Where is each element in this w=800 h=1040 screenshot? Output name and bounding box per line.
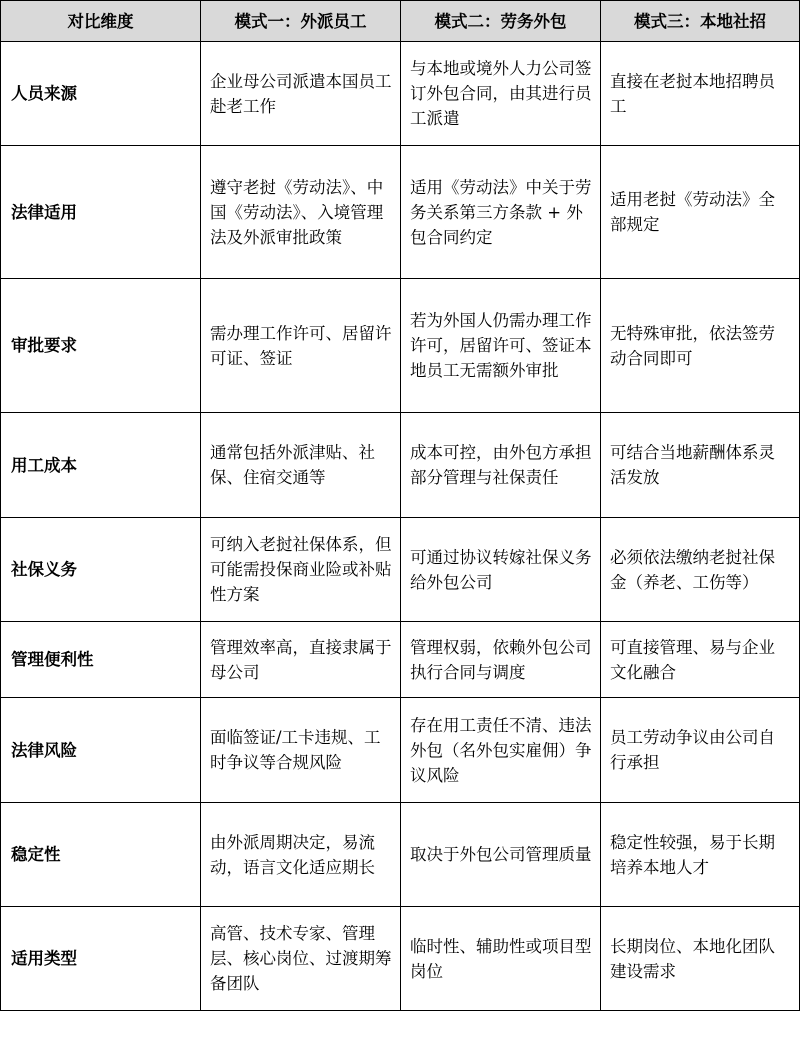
cell-mode1: 通常包括外派津贴、社保、住宿交通等	[201, 413, 401, 518]
cell-mode1: 可纳入老挝社保体系，但可能需投保商业险或补贴性方案	[201, 518, 401, 622]
table-row	[1, 146, 800, 279]
table-row	[1, 279, 800, 413]
cell-mode3: 必须依法缴纳老挝社保金（养老、工伤等）	[601, 518, 800, 622]
row-dimension: 法律风险	[1, 698, 201, 803]
cell-mode3: 稳定性较强，易于长期培养本地人才	[601, 803, 800, 907]
cell-mode3: 适用老挝《劳动法》全部规定	[601, 146, 800, 279]
table-row	[1, 698, 800, 803]
header-mode3: 模式三：本地社招	[601, 1, 800, 42]
header-dimension: 对比维度	[1, 1, 201, 42]
row-dimension: 法律适用	[1, 146, 201, 279]
table-row	[1, 42, 800, 146]
row-dimension: 适用类型	[1, 907, 201, 1011]
cell-mode3: 员工劳动争议由公司自行承担	[601, 698, 800, 803]
cell-mode2: 取决于外包公司管理质量	[401, 803, 601, 907]
header-mode1: 模式一：外派员工	[201, 1, 401, 42]
row-dimension: 审批要求	[1, 279, 201, 413]
cell-mode3: 可直接管理、易与企业文化融合	[601, 622, 800, 698]
cell-mode2: 可通过协议转嫁社保义务给外包公司	[401, 518, 601, 622]
table-body	[1, 42, 800, 1011]
cell-mode2: 与本地或境外人力公司签订外包合同，由其进行员工派遣	[401, 42, 601, 146]
cell-mode1: 遵守老挝《劳动法》、中国《劳动法》、入境管理法及外派审批政策	[201, 146, 401, 279]
cell-mode3: 直接在老挝本地招聘员工	[601, 42, 800, 146]
table-row	[1, 907, 800, 1011]
row-dimension: 稳定性	[1, 803, 201, 907]
cell-mode3: 长期岗位、本地化团队建设需求	[601, 907, 800, 1011]
cell-mode1: 由外派周期决定，易流动，语言文化适应期长	[201, 803, 401, 907]
table-row	[1, 622, 800, 698]
table-row	[1, 413, 800, 518]
row-dimension: 人员来源	[1, 42, 201, 146]
cell-mode1: 管理效率高，直接隶属于母公司	[201, 622, 401, 698]
cell-mode2: 存在用工责任不清、违法外包（名外包实雇佣）争议风险	[401, 698, 601, 803]
cell-mode2: 成本可控，由外包方承担部分管理与社保责任	[401, 413, 601, 518]
cell-mode1: 企业母公司派遣本国员工赴老工作	[201, 42, 401, 146]
cell-mode1: 需办理工作许可、居留许可证、签证	[201, 279, 401, 413]
table-row	[1, 518, 800, 622]
header-mode2: 模式二：劳务外包	[401, 1, 601, 42]
cell-mode1: 面临签证/工卡违规、工时争议等合规风险	[201, 698, 401, 803]
row-dimension: 社保义务	[1, 518, 201, 622]
row-dimension: 管理便利性	[1, 622, 201, 698]
cell-mode2: 若为外国人仍需办理工作许可，居留许可、签证本地员工无需额外审批	[401, 279, 601, 413]
cell-mode3: 可结合当地薪酬体系灵活发放	[601, 413, 800, 518]
cell-mode2: 管理权弱，依赖外包公司执行合同与调度	[401, 622, 601, 698]
table-header	[1, 1, 800, 42]
table-row	[1, 803, 800, 907]
cell-mode2: 适用《劳动法》中关于劳务关系第三方条款 + 外包合同约定	[401, 146, 601, 279]
cell-mode3: 无特殊审批，依法签劳动合同即可	[601, 279, 800, 413]
cell-mode1: 高管、技术专家、管理层、核心岗位、过渡期筹备团队	[201, 907, 401, 1011]
header-row	[1, 1, 800, 42]
row-dimension: 用工成本	[1, 413, 201, 518]
cell-mode2: 临时性、辅助性或项目型岗位	[401, 907, 601, 1011]
